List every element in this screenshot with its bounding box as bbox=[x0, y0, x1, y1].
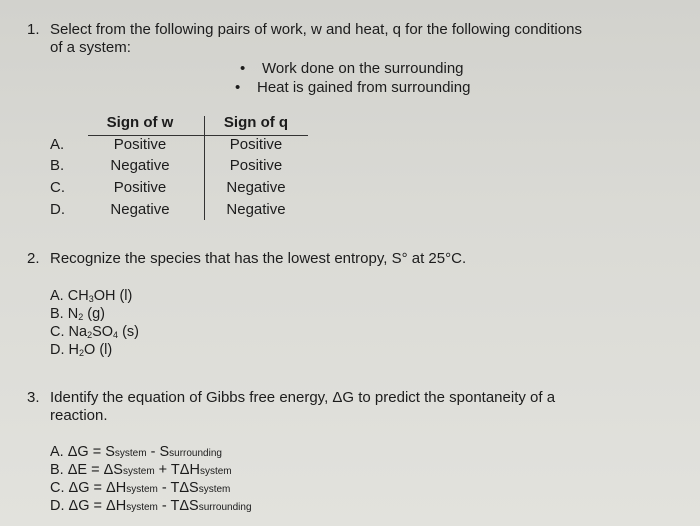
table-row-d-q: Negative bbox=[226, 201, 286, 218]
q3-option-b-label: B. bbox=[50, 462, 64, 478]
q3-option-a bbox=[50, 444, 222, 460]
q1-bullet-1: • Work done on the surrounding bbox=[262, 60, 464, 77]
q3-option-d-label: D. bbox=[50, 498, 65, 514]
table-row-c-q: Negative bbox=[226, 179, 286, 196]
q2-option-c bbox=[50, 324, 139, 340]
q3-option-b-equation: ΔE = ΔSsystem + TΔHsystem bbox=[67, 462, 232, 478]
table-row-b-q: Positive bbox=[229, 157, 283, 174]
table-row-c-w: Positive bbox=[113, 179, 167, 196]
table-row-letter-b: B. bbox=[50, 157, 65, 174]
table-header-q: Sign of q bbox=[223, 114, 289, 131]
q2-option-a bbox=[50, 288, 132, 304]
table-row-b-w: Negative bbox=[110, 157, 170, 174]
q2-option-d bbox=[50, 342, 112, 358]
q3-option-c-equation: ΔG = ΔHsystem - TΔSsystem bbox=[68, 480, 231, 496]
q3-option-d-equation: ΔG = ΔHsystem - TΔSsurrounding bbox=[68, 498, 252, 514]
q1-number: 1. bbox=[27, 21, 40, 38]
table-row-letter-c: C. bbox=[50, 179, 65, 196]
q2-option-b-label: B. bbox=[50, 306, 64, 322]
q2-option-c-label: C. bbox=[50, 324, 65, 340]
q2-option-b-formula: N2 (g) bbox=[67, 306, 105, 322]
q2-option-c-formula: Na2SO4 (s) bbox=[68, 324, 139, 340]
q2-option-a-formula: CH3OH (l) bbox=[67, 288, 133, 304]
q3-text-line1: Identify the equation of Gibbs free energy, ΔG to predict the spontaneity of a bbox=[50, 389, 556, 406]
q3-option-b bbox=[50, 462, 232, 478]
q2-option-d-formula: H2O (l) bbox=[68, 342, 113, 358]
table-row-a-w: Positive bbox=[113, 136, 167, 153]
q3-option-d bbox=[50, 498, 252, 514]
q2-option-b bbox=[50, 306, 105, 322]
q3-option-a-equation: ΔG = Ssystem - Ssurrounding bbox=[67, 444, 222, 460]
q2-text: Recognize the species that has the lowest entropy, S° at 25°C. bbox=[50, 250, 467, 267]
q2-number: 2. bbox=[27, 250, 40, 267]
table-row-d-w: Negative bbox=[110, 201, 170, 218]
q3-option-c bbox=[50, 480, 230, 496]
table-row-letter-a: A. bbox=[50, 136, 65, 153]
table-row-a-q: Positive bbox=[229, 136, 283, 153]
table-column-divider bbox=[204, 116, 205, 220]
q3-number: 3. bbox=[27, 389, 40, 406]
q3-option-c-label: C. bbox=[50, 480, 65, 496]
q3-text-line2: reaction. bbox=[50, 407, 108, 424]
q1-text-line1: Select from the following pairs of work, w and heat, q for the following conditions bbox=[50, 21, 582, 38]
q3-option-a-label: A. bbox=[50, 444, 64, 460]
q1-text-line2: of a system: bbox=[50, 39, 131, 56]
q2-option-a-label: A. bbox=[50, 288, 64, 304]
table-row-letter-d: D. bbox=[50, 201, 65, 218]
q1-bullet-2: • Heat is gained from surrounding bbox=[257, 79, 470, 96]
q2-option-d-label: D. bbox=[50, 342, 65, 358]
table-header-w: Sign of w bbox=[106, 114, 174, 131]
